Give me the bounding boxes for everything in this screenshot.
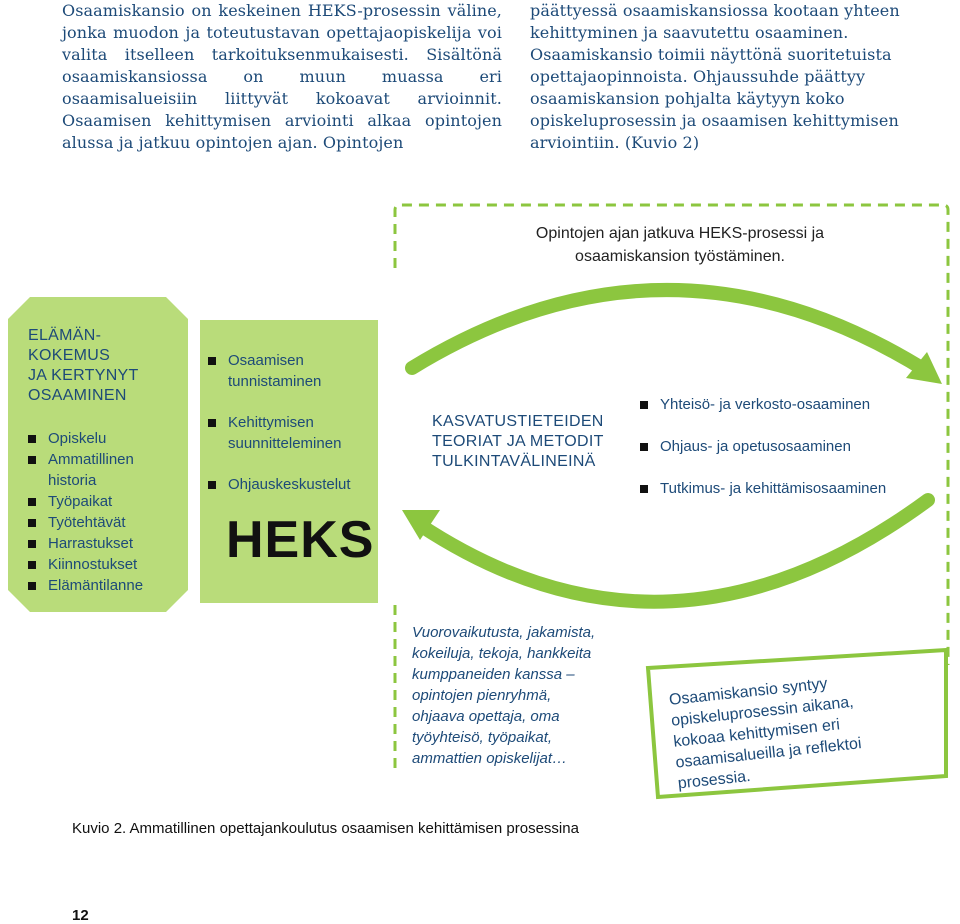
list-item: Harrastukset [28, 533, 178, 554]
body-paragraph-right: päättyessä osaamiskansiossa kootaan yhteen kehittyminen ja saavutettu osaaminen. Osaamiskansio toimii näyttönä suoritetuista opettajaopinnoista. Ohjaussuhde päättyy osaamiskansion pohjalta käytyyn koko opiskeluprosessin ja osaamisen kehittymisen arviointiin. (Kuvio 2) [530, 1, 900, 152]
diagram-top-label: Opintojen ajan jatkuva HEKS-prosessi ja osaamiskansion työstäminen. [535, 225, 825, 265]
list-item: Tutkimus- ja kehittämisosaaminen [640, 478, 940, 499]
list-item: Kehittymisen suunnitteleminen [208, 412, 373, 454]
list-item: Elämäntilanne [28, 575, 178, 596]
list-item: Työpaikat [28, 491, 178, 512]
list-item: Ammatillinen historia [28, 449, 158, 491]
body-paragraph-left: Osaamiskansio on keskeinen HEKS-prosessin väline, jonka muodon ja toteutustavan opettajaopiskelija voi valita itselleen tarkoituksenmukaisesti. Sisältönä osaamiskansiossa on muun muassa eri osaamisalueisiin liittyvät kokoavat arvioinnit. Osaamisen kehittymisen arviointi alkaa opintojen alussa ja jatkuu opintojen ajan. Opintojen [62, 1, 502, 152]
heks-content [208, 350, 373, 515]
heks-label: HEKS [226, 511, 375, 569]
life-experience-title: ELÄMÄN- KOKEMUS JA KERTYNYT OSAAMINEN [28, 327, 139, 404]
competence-areas [640, 394, 940, 520]
page-number: 12 [72, 907, 89, 924]
center-theory-text: KASVATUSTIETEIDEN TEORIAT JA METODIT TULKINTAVÄLINEINÄ [432, 413, 604, 470]
list-item: Kiinnostukset [28, 554, 178, 575]
list-item: Osaamisen tunnistaminen [208, 350, 348, 392]
life-experience-content [28, 326, 178, 596]
competence-list [640, 394, 940, 499]
list-item: Työtehtävät [28, 512, 178, 533]
life-experience-list [28, 428, 178, 596]
list-item: Ohjauskeskustelut [208, 474, 373, 495]
interaction-text: Vuorovaikutusta, jakamista, kokeiluja, tekoja, hankkeita kumppaneiden kanssa – opintojen pienryhmä, ohjaava opettaja, oma työyhteisö, työpaikat, ammattien opiskelijat… [412, 624, 596, 767]
list-item: Ohjaus- ja opetusosaaminen [640, 436, 940, 457]
portfolio-note: Osaamiskansio syntyy opiskeluprosessin aikana, kokoaa kehittymisen eri osaamisalueilla ja reflektoi prosessia. [668, 675, 863, 793]
list-item: Yhteisö- ja verkosto-osaaminen [640, 394, 940, 415]
figure-caption: Kuvio 2. Ammatillinen opettajankoulutus osaamisen kehittämisen prosessina [72, 820, 579, 837]
heks-list [208, 350, 373, 495]
list-item: Opiskelu [28, 428, 178, 449]
top-arrow [412, 290, 928, 372]
